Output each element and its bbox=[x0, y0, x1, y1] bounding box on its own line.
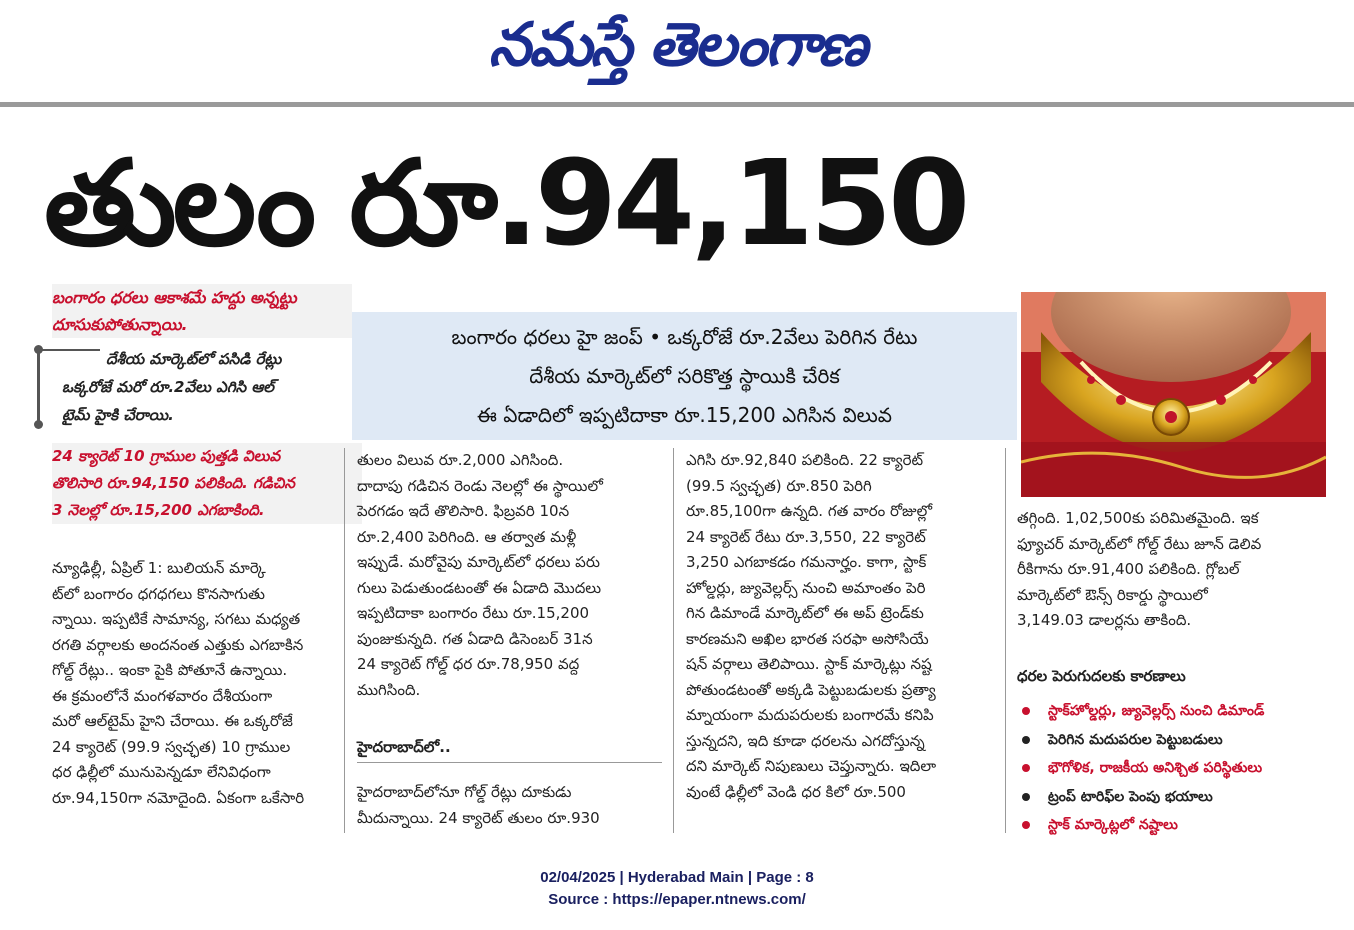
reasons-list bbox=[1020, 697, 1340, 840]
column-divider bbox=[344, 448, 345, 833]
text-line: న్యూఢిల్లీ, ఏప్రిల్ 1: బులియన్ మార్కె bbox=[52, 559, 266, 577]
text-line: ఫ్యూచర్ మార్కెట్‌లో గోల్డ్ రేటు జూన్ డెలివ bbox=[1017, 534, 1262, 553]
bullet-icon bbox=[1022, 707, 1030, 715]
pullquote-bar bbox=[37, 350, 40, 426]
text-line: కారణమని అఖిల భారత సరఫా అసోసియే bbox=[686, 629, 929, 648]
highlight-line: 24 క్యారెట్ 10 గ్రాముల పుత్తడి విలువ bbox=[52, 443, 362, 470]
kicker bbox=[52, 284, 352, 338]
text-line: మీదున్నాయి. 24 క్యారెట్ తులం రూ.930 bbox=[357, 808, 600, 827]
reason-text: భౌగోళిక, రాజకీయ అనిశ్చిత పరిస్థితులు bbox=[1048, 760, 1263, 776]
article-column-4 bbox=[1017, 506, 1323, 634]
reason-text: ట్రంప్ టారిఫ్‌ల పెంపు భయాలు bbox=[1048, 788, 1213, 805]
subhead-line: బంగారం ధరలు హై జంప్ • ఒక్కరోజే రూ.2వేలు పెరిగిన రేటు bbox=[451, 325, 918, 349]
headline-amount: 94,150 bbox=[534, 134, 967, 272]
column-divider bbox=[1005, 448, 1006, 833]
article-column-1 bbox=[52, 556, 335, 811]
reasons-heading: ధరల పెరుగుదలకు కారణాలు bbox=[1017, 667, 1186, 685]
text-line: పుంజుకున్నది. గత ఏడాది డిసెంబర్ 31న bbox=[357, 629, 593, 648]
text-line: మార్కెట్‌లో ఔన్స్ రికార్డు స్థాయిలో bbox=[1017, 585, 1208, 604]
text-line: రూ.85,100గా ఉన్నది. గత వారం రోజుల్లో bbox=[686, 502, 933, 520]
pullquote bbox=[62, 345, 362, 429]
reason-item bbox=[1020, 783, 1340, 812]
reason-text: స్టాక్ మార్కెట్లలో నష్టాలు bbox=[1048, 817, 1178, 833]
highlight-line: 3 నెలల్లో రూ.15,200 ఎగబాకింది. bbox=[52, 497, 362, 524]
text-line: (99.5 స్వచ్ఛత) రూ.850 పెరిగి bbox=[686, 476, 872, 495]
text-line: ముగిసింది. bbox=[357, 680, 421, 699]
text-line: హోల్డర్లు, జ్యువెల్లర్స్ నుంచి అమాంతం పెరి bbox=[686, 578, 926, 597]
footer-source-link[interactable]: Source : https://epaper.ntnews.com/ bbox=[548, 891, 806, 908]
subhead bbox=[352, 318, 1017, 435]
text-line: 3,250 ఎగబాకడం గమనార్హం. కాగా, స్టాక్ bbox=[686, 553, 927, 571]
highlight-box bbox=[52, 443, 362, 524]
text-line: న్నాయి. ఇప్పటికే సామాన్య, సగటు మధ్యత bbox=[52, 610, 301, 628]
text-line: దని మార్కెట్ నిపుణులు చెప్తున్నారు. ఇదిలా bbox=[686, 757, 937, 775]
bullet-icon bbox=[1022, 736, 1030, 744]
text-line: వుంటే ఢిల్లీలో వెండి ధర కిలో రూ.500 bbox=[686, 782, 906, 801]
text-line: రీకిగాను రూ.91,400 పలికింది. గ్లోబల్ bbox=[1017, 560, 1240, 578]
text-line: తులం విలువ రూ.2,000 ఎగిసింది. bbox=[357, 451, 564, 469]
text-line: మ్నాయంగా మదుపరులకు బంగారమే కనిపి bbox=[686, 706, 934, 724]
bullet-icon bbox=[1022, 764, 1030, 772]
masthead-logo: నమస్తే తెలంగాణ bbox=[488, 10, 866, 80]
text-line: 24 క్యారెట్ (99.9 స్వచ్ఛత) 10 గ్రాముల bbox=[52, 737, 291, 756]
gold-necklace-photo bbox=[1021, 292, 1326, 497]
footer-date-edition: 02/04/2025 | Hyderabad Main | Page : 8 bbox=[540, 869, 814, 886]
text-line: ట్‌లో బంగారం ధగధగలు కొనసాగుతు bbox=[52, 584, 265, 603]
article-column-2b bbox=[357, 780, 662, 831]
text-line: 24 క్యారెట్ రేటు రూ.3,550, 22 క్యారెట్ bbox=[686, 527, 926, 546]
highlight-line: తొలిసారి రూ.94,150 పలికింది. గడిచిన bbox=[52, 470, 362, 497]
text-line: తగ్గింది. 1,02,500కు పరిమితమైంది. ఇక bbox=[1017, 509, 1259, 527]
reason-item bbox=[1020, 811, 1340, 840]
column-divider bbox=[673, 448, 674, 833]
reason-item bbox=[1020, 697, 1340, 726]
text-line: మరో ఆల్‌టైమ్ హైని చేరాయి. ఈ ఒక్కరోజే bbox=[52, 712, 293, 730]
footer bbox=[0, 867, 1354, 911]
article-column-3 bbox=[686, 448, 994, 805]
necklace-image bbox=[1021, 292, 1326, 497]
text-line: గులు పెడుతుండటంతో ఈ ఏడాది మొదలు bbox=[357, 578, 602, 597]
text-line: గోల్డ్ రేట్లు.. ఇంకా పైకి పోతూనే ఉన్నాయి. bbox=[52, 661, 288, 679]
text-line: షన్ వర్గాలు తెలిపాయి. స్టాక్ మార్కెట్లు నష్ట bbox=[686, 655, 932, 673]
masthead-rule bbox=[0, 102, 1354, 107]
text-line: 24 క్యారెట్ గోల్డ్ ధర రూ.78,950 వద్ద bbox=[357, 655, 580, 673]
text-line: ఇప్పటిదాకా బంగారం రేటు రూ.15,200 bbox=[357, 604, 590, 622]
pullquote-dot bbox=[34, 420, 43, 429]
text-line: రూ.2,400 పెరిగింది. ఆ తర్వాత మళ్లీ bbox=[357, 527, 577, 546]
text-line: ధర ఢిల్లీలో మునుపెన్నడూ లేనివిధంగా bbox=[52, 763, 271, 781]
pullquote-line: ఒక్కరోజే మరో రూ.2వేలు ఎగిసి ఆల్ bbox=[62, 378, 274, 396]
text-line: 3,149.03 డాలర్లను తాకింది. bbox=[1017, 611, 1192, 629]
kicker-line: దూసుకుపోతున్నాయి. bbox=[52, 311, 352, 338]
text-line: పెరగడం ఇదే తొలిసారి. ఫిబ్రవరి 10న bbox=[357, 502, 570, 520]
pullquote-line: టైమ్ హైకి చేరాయి. bbox=[62, 406, 174, 424]
pullquote-line: దేశీయ మార్కెట్‌లో పసిడి రేట్లు bbox=[106, 350, 282, 368]
headline-prefix: తులం రూ. bbox=[44, 134, 535, 272]
text-line: రగతి వర్గాలకు అందనంత ఎత్తుకు ఎగబాకిన bbox=[52, 635, 304, 654]
text-line: రూ.94,150గా నమోదైంది. ఏకంగా ఒకేసారి bbox=[52, 788, 305, 807]
reason-text: పెరిగిన మదుపరుల పెట్టుబడులు bbox=[1048, 731, 1223, 748]
text-line: ఇప్పుడే. మరోవైపు మార్కెట్‌లో ధరలు పరు bbox=[357, 553, 600, 571]
reason-item bbox=[1020, 754, 1340, 783]
text-line: స్తున్నదని, ఇది కూడా ధరలను ఎగదోస్తున్న bbox=[686, 731, 925, 750]
text-line: పోతుండటంతో అక్కడి పెట్టుబడులకు ప్రత్యా bbox=[686, 680, 936, 699]
headline bbox=[44, 128, 1324, 278]
subhead-line: ఈ ఏడాదిలో ఇప్పటిదాకా రూ.15,200 ఎగిసిన విలువ bbox=[476, 403, 892, 427]
section-heading-rule bbox=[357, 762, 662, 763]
section-heading-hyderabad: హైదరాబాద్‌లో.. bbox=[357, 738, 451, 756]
text-line: ఎగిసి రూ.92,840 పలికింది. 22 క్యారెట్ bbox=[686, 451, 924, 469]
text-line: దాదాపు గడిచిన రెండు నెలల్లో ఈ స్థాయిలో bbox=[357, 476, 603, 495]
text-line: గిన డిమాండే మార్కెట్‌లో ఈ అప్ ట్రెండ్‌కు bbox=[686, 604, 924, 622]
kicker-line: బంగారం ధరలు ఆకాశమే హద్దు అన్నట్టు bbox=[52, 284, 352, 311]
bullet-icon bbox=[1022, 793, 1030, 801]
reason-item bbox=[1020, 726, 1340, 755]
reason-text: స్టాక్‌హోల్డర్లు, జ్యువెల్లర్స్ నుంచి డిమాండ్ bbox=[1048, 703, 1265, 719]
subhead-line: దేశీయ మార్కెట్‌లో సరికొత్త స్థాయికి చేరిక bbox=[529, 364, 840, 388]
text-line: ఈ క్రమంలోనే మంగళవారం దేశీయంగా bbox=[52, 686, 273, 705]
pullquote-dot bbox=[34, 345, 43, 354]
bullet-icon bbox=[1022, 821, 1030, 829]
article-column-2 bbox=[357, 448, 662, 703]
text-line: హైదరాబాద్‌లోనూ గోల్డ్ రేట్లు దూకుడు bbox=[357, 783, 572, 801]
